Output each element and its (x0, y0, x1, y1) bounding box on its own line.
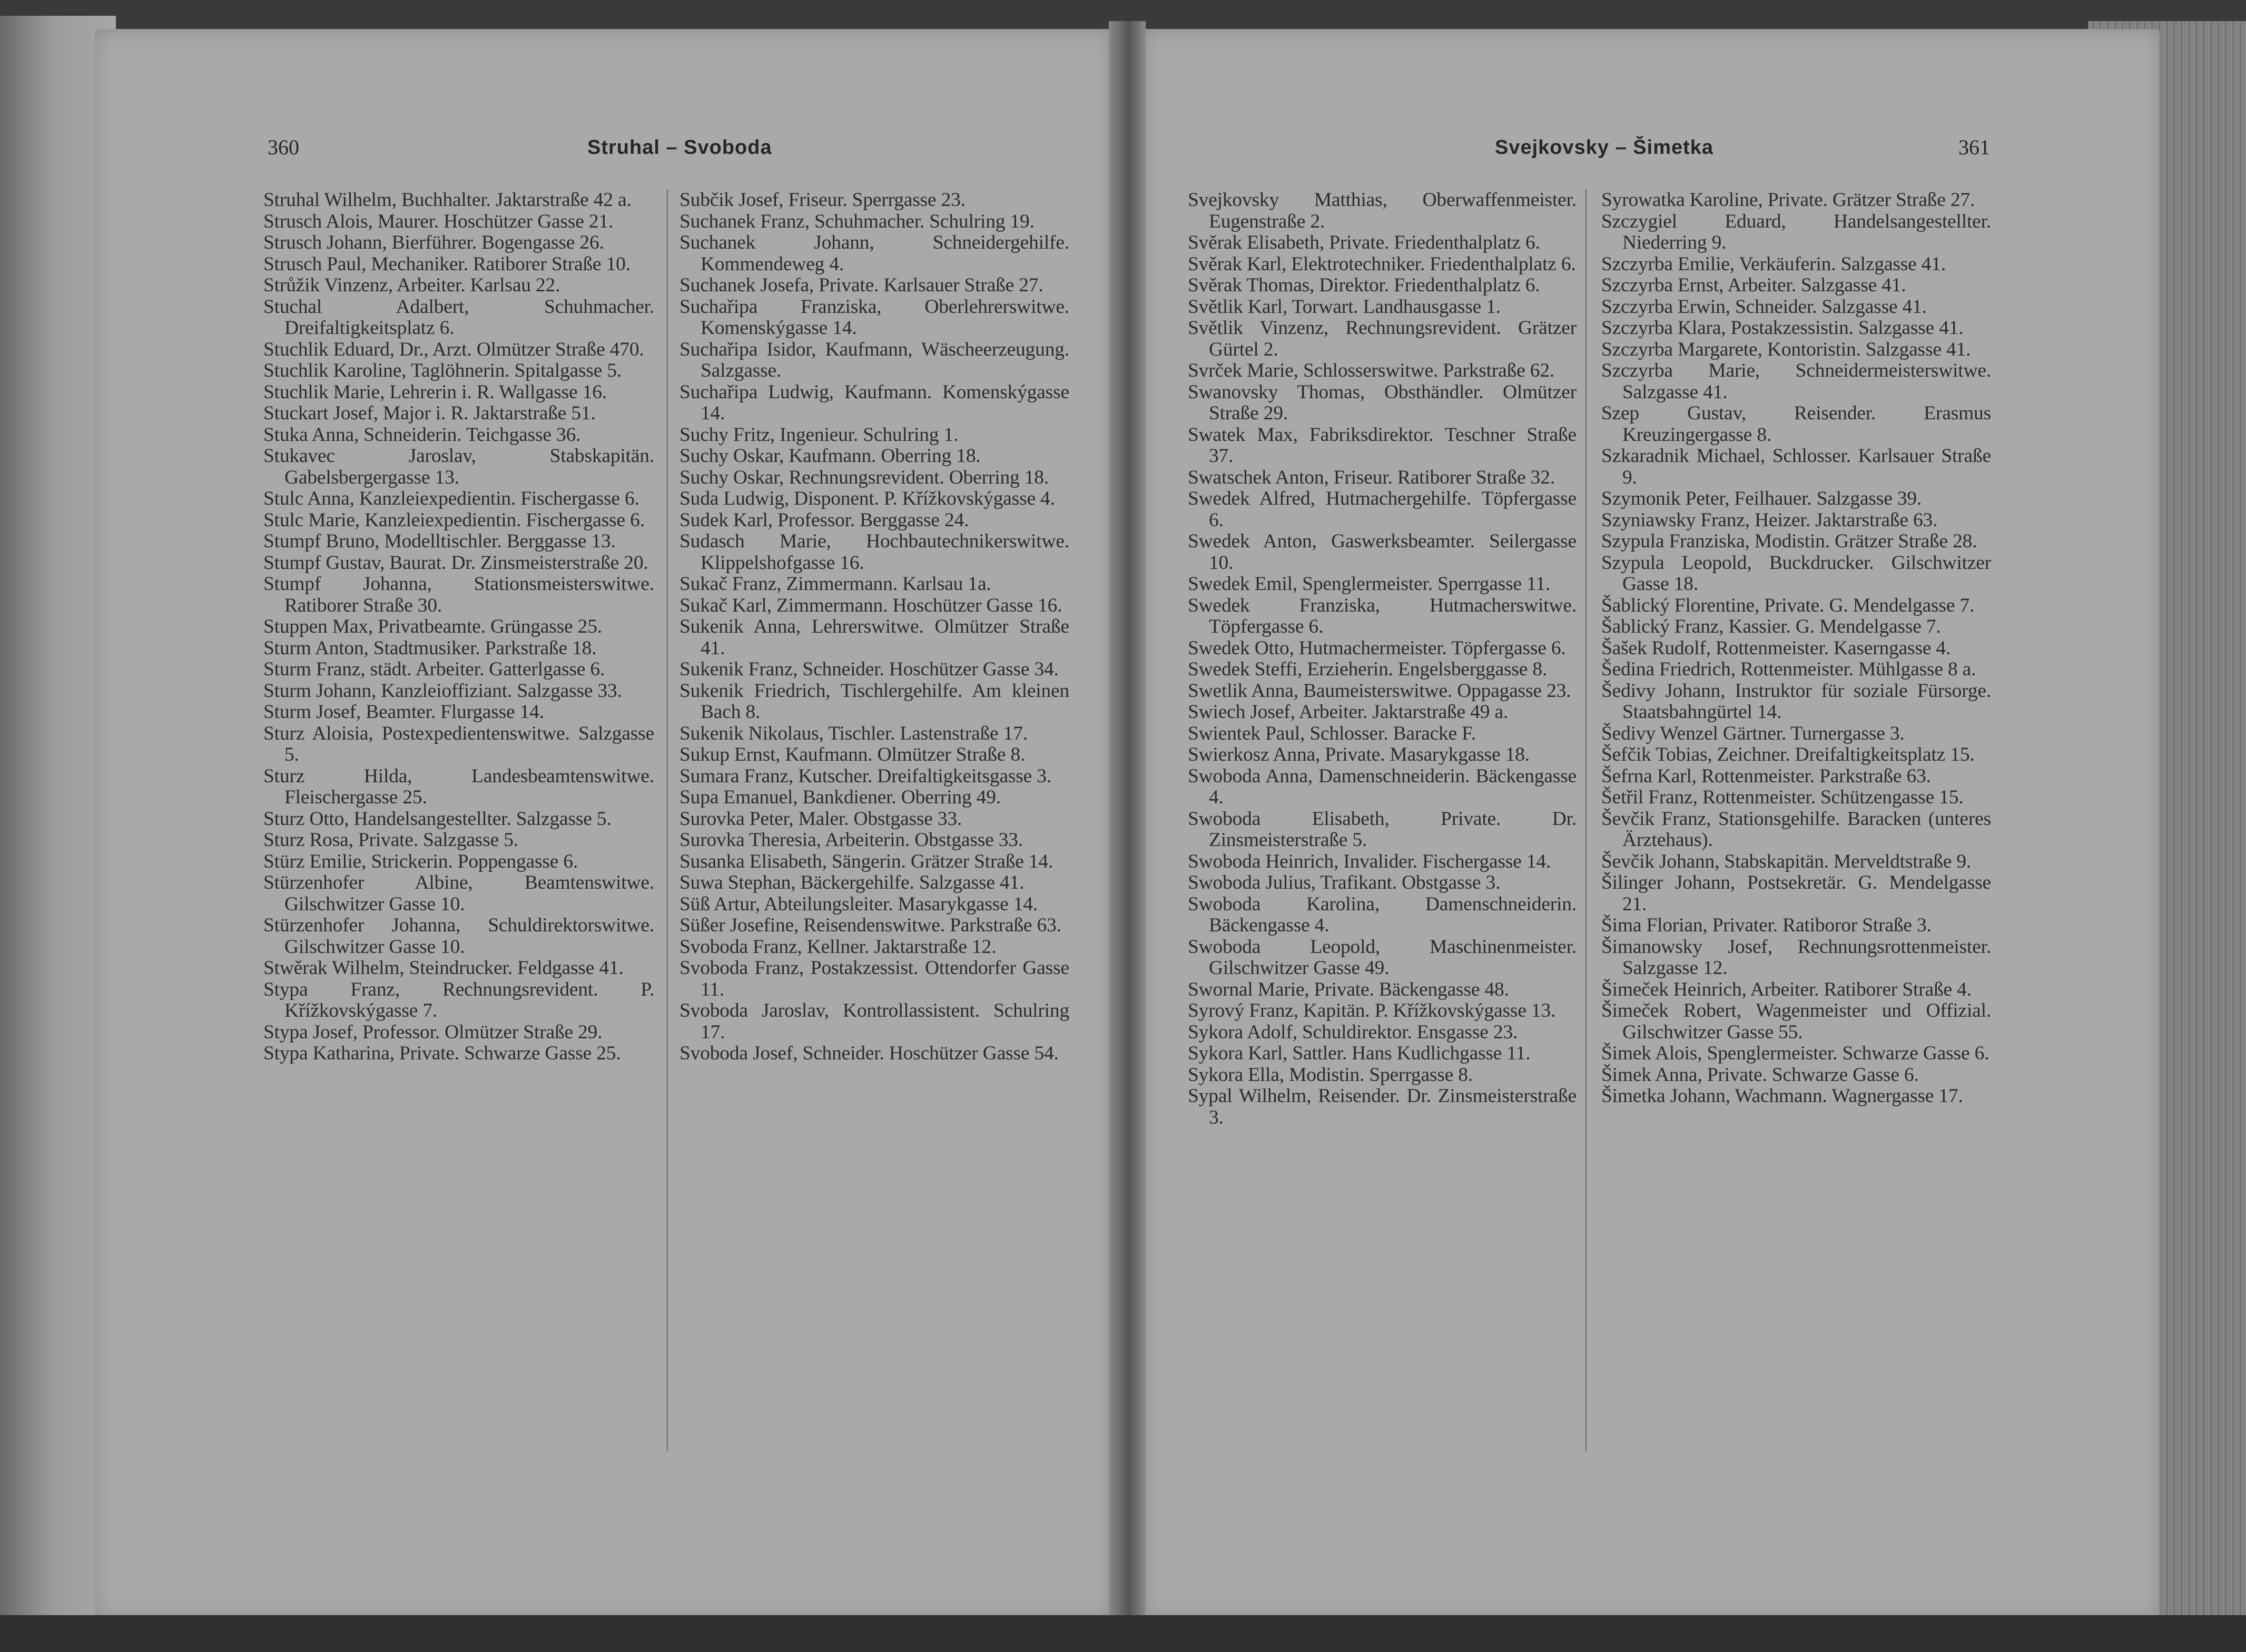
directory-entry: Struhal Wilhelm, Buchhalter. Jaktarstraße 42 a. (263, 189, 632, 211)
directory-entry: Syrový Franz, Kapitän. P. Křížkovskýgasse 13. (1188, 1000, 1556, 1021)
directory-entry: Stürzenhofer Albine, Beamtenswitwe. Gilschwitzer Gasse 10. (263, 872, 654, 915)
directory-entry: Szczygiel Eduard, Handelsangestellter. Niederring 9. (1601, 210, 1991, 253)
directory-entry: Süßer Josefine, Reisendenswitwe. Parkstraße 63. (679, 914, 1061, 936)
directory-entry: Swoboda Leopold, Maschinenmeister. Gilschwitzer Gasse 49. (1188, 936, 1577, 979)
left-page-column-2 (679, 190, 1069, 1065)
directory-entry: Sturm Josef, Beamter. Flurgasse 14. (263, 701, 544, 723)
directory-entry: Suchařipa Isidor, Kaufmann, Wäscheerzeugung. Salzgasse. (679, 338, 1069, 381)
directory-entry: Sturz Otto, Handelsangestellter. Salzgasse 5. (263, 808, 612, 830)
directory-entry: Strusch Johann, Bierführer. Bogengasse 26. (263, 232, 604, 253)
directory-entry: Stuchlik Karoline, Taglöhnerin. Spitalgasse 5. (263, 360, 622, 381)
directory-entry: Stuchlik Marie, Lehrerin i. R. Wallgasse 16. (263, 381, 607, 403)
directory-entry: Šetřil Franz, Rottenmeister. Schützengasse 15. (1601, 786, 1964, 808)
directory-entry: Sudek Karl, Professor. Berggasse 24. (679, 509, 969, 531)
directory-entry: Stuppen Max, Privatbeamte. Grüngasse 25. (263, 616, 602, 637)
directory-entry: Svěrak Elisabeth, Private. Friedenthalplatz 6. (1188, 232, 1540, 253)
directory-entry: Swedek Steffi, Erzieherin. Engelsberggasse 8. (1188, 658, 1548, 680)
left-running-header: Struhal – Svoboda (587, 136, 772, 159)
directory-entry: Stukavec Jaroslav, Stabskapitän. Gabelsbergergasse 13. (263, 445, 654, 488)
directory-entry: Šefčik Tobias, Zeichner. Dreifaltigkeitsplatz 15. (1601, 744, 1975, 765)
directory-entry: Ševčik Johann, Stabskapitän. Merveldtstraße 9. (1601, 850, 1972, 872)
directory-entry: Swedek Anton, Gaswerksbeamter. Seilergasse 10. (1188, 530, 1577, 574)
left-column-rule (667, 190, 668, 1451)
directory-entry: Stürz Emilie, Strickerin. Poppengasse 6. (263, 850, 578, 872)
directory-entry: Sturz Rosa, Private. Salzgasse 5. (263, 829, 518, 851)
directory-entry: Swetlik Anna, Baumeisterswitwe. Oppagasse 23. (1188, 680, 1571, 702)
directory-entry: Svrček Marie, Schlosserswitwe. Parkstraße 62. (1188, 360, 1555, 381)
directory-entry: Sukač Karl, Zimmermann. Hoschützer Gasse 16. (679, 594, 1062, 616)
directory-entry: Swatek Max, Fabriksdirektor. Teschner Straße 37. (1188, 424, 1577, 467)
directory-entry: Suchy Oskar, Kaufmann. Oberring 18. (679, 445, 981, 467)
directory-entry: Stumpf Gustav, Baurat. Dr. Zinsmeisterstraße 20. (263, 552, 648, 574)
directory-entry: Sykora Ella, Modistin. Sperrgasse 8. (1188, 1064, 1473, 1086)
directory-entry: Sypal Wilhelm, Reisender. Dr. Zinsmeisterstraße 3. (1188, 1085, 1577, 1128)
directory-entry: Swoboda Anna, Damenschneiderin. Bäckengasse 4. (1188, 765, 1577, 808)
right-page-column-1 (1188, 190, 1577, 1128)
directory-entry: Swedek Alfred, Hutmachergehilfe. Töpfergasse 6. (1188, 488, 1577, 531)
directory-entry: Szymonik Peter, Feilhauer. Salzgasse 39. (1601, 488, 1922, 509)
directory-entry: Sumara Franz, Kutscher. Dreifaltigkeitsgasse 3. (679, 765, 1052, 787)
directory-entry: Šimetka Johann, Wachmann. Wagnergasse 17. (1601, 1085, 1963, 1107)
directory-entry: Sukenik Friedrich, Tischlergehilfe. Am kleinen Bach 8. (679, 680, 1069, 723)
directory-entry: Stumpf Bruno, Modelltischler. Berggasse 13. (263, 530, 616, 552)
directory-entry: Stuckart Josef, Major i. R. Jaktarstraße 51. (263, 402, 596, 424)
directory-entry: Svoboda Josef, Schneider. Hoschützer Gasse 54. (679, 1043, 1059, 1064)
directory-entry: Suchanek Josefa, Private. Karlsauer Straße 27. (679, 274, 1043, 296)
directory-entry: Šimanowsky Josef, Rechnungsrottenmeister. Salzgasse 12. (1601, 936, 1991, 979)
directory-entry: Svejkovsky Matthias, Oberwaffenmeister. Eugenstraße 2. (1188, 189, 1577, 232)
directory-entry: Szkaradnik Michael, Schlosser. Karlsauer Straße 9. (1601, 445, 1991, 488)
directory-entry: Stypa Franz, Rechnungsrevident. P. Křížkovskýgasse 7. (263, 978, 654, 1021)
directory-entry: Swientek Paul, Schlosser. Baracke F. (1188, 722, 1476, 744)
directory-entry: Šilinger Johann, Postsekretär. G. Mendelgasse 21. (1601, 872, 1991, 915)
directory-entry: Stuka Anna, Schneiderin. Teichgasse 36. (263, 424, 581, 446)
directory-entry: Svěrak Thomas, Direktor. Friedenthalplatz 6. (1188, 274, 1540, 296)
directory-entry: Stypa Josef, Professor. Olmützer Straße 29. (263, 1021, 603, 1043)
directory-entry: Stuchlik Eduard, Dr., Arzt. Olmützer Straße 470. (263, 338, 644, 360)
directory-entry: Ševčik Franz, Stationsgehilfe. Baracken (unteres Ärztehaus). (1601, 808, 1991, 851)
directory-entry: Sukenik Anna, Lehrerswitwe. Olmützer Straße 41. (679, 616, 1069, 659)
directory-entry: Sturz Aloisia, Postexpedientenswitwe. Salzgasse 5. (263, 722, 654, 765)
directory-entry: Šefrna Karl, Rottenmeister. Parkstraße 63. (1601, 765, 1931, 787)
directory-entry: Szczyrba Margarete, Kontoristin. Salzgasse 41. (1601, 338, 1971, 360)
directory-entry: Szczyrba Erwin, Schneider. Salzgasse 41. (1601, 296, 1927, 318)
directory-entry: Svoboda Franz, Postakzessist. Ottendorfer Gasse 11. (679, 957, 1069, 1000)
right-page-number: 361 (1958, 135, 1990, 159)
directory-entry: Sukup Ernst, Kaufmann. Olmützer Straße 8. (679, 744, 1026, 765)
directory-entry: Sturm Franz, städt. Arbeiter. Gatterlgasse 6. (263, 658, 605, 680)
directory-entry: Subčik Josef, Friseur. Sperrgasse 23. (679, 189, 966, 211)
directory-entry: Suchy Oskar, Rechnungsrevident. Oberring 18. (679, 466, 1049, 488)
directory-entry: Šimek Alois, Spenglermeister. Schwarze Gasse 6. (1601, 1043, 1989, 1064)
directory-entry: Svoboda Franz, Kellner. Jaktarstraße 12. (679, 936, 997, 958)
directory-entry: Szczyrba Klara, Postakzessistin. Salzgasse 41. (1601, 317, 1964, 339)
directory-entry: Stypa Katharina, Private. Schwarze Gasse 25. (263, 1043, 621, 1064)
directory-entry: Susanka Elisabeth, Sängerin. Grätzer Straße 14. (679, 850, 1053, 872)
directory-entry: Strusch Paul, Mechaniker. Ratiborer Straße 10. (263, 253, 631, 275)
directory-entry: Svěrak Karl, Elektrotechniker. Friedenthalplatz 6. (1188, 253, 1576, 275)
directory-entry: Swoboda Elisabeth, Private. Dr. Zinsmeisterstraße 5. (1188, 808, 1577, 851)
directory-entry: Svoboda Jaroslav, Kontrollassistent. Schulring 17. (679, 1000, 1069, 1043)
book-gutter (1109, 21, 1146, 1633)
directory-entry: Sykora Karl, Sattler. Hans Kudlichgasse 11. (1188, 1043, 1531, 1064)
directory-entry: Strusch Alois, Maurer. Hoschützer Gasse 21. (263, 210, 614, 232)
scan-bottom-edge (0, 1615, 2246, 1652)
directory-entry: Šimeček Heinrich, Arbeiter. Ratiborer Straße 4. (1601, 978, 1972, 1000)
directory-entry: Swedek Emil, Spenglermeister. Sperrgasse 11. (1188, 573, 1550, 595)
directory-entry: Šablický Florentine, Private. G. Mendelgasse 7. (1601, 594, 1975, 616)
directory-entry: Stulc Anna, Kanzleiexpedientin. Fischergasse 6. (263, 488, 639, 509)
left-page-number: 360 (268, 135, 299, 159)
directory-entry: Světlik Vinzenz, Rechnungsrevident. Grätzer Gürtel 2. (1188, 317, 1577, 360)
directory-entry: Suda Ludwig, Disponent. P. Křížkovskýgasse 4. (679, 488, 1055, 509)
directory-entry: Swedek Otto, Hutmachermeister. Töpfergasse 6. (1188, 637, 1566, 659)
directory-entry: Sturm Johann, Kanzleioffiziant. Salzgasse 33. (263, 680, 622, 702)
directory-entry: Sturm Anton, Stadtmusiker. Parkstraße 18. (263, 637, 597, 659)
directory-entry: Swierkosz Anna, Private. Masarykgasse 18. (1188, 744, 1530, 765)
left-page-column-1 (263, 190, 654, 1065)
directory-entry: Stürzenhofer Johanna, Schuldirektorswitwe. Gilschwitzer Gasse 10. (263, 914, 654, 958)
directory-entry: Stwěrak Wilhelm, Steindrucker. Feldgasse 41. (263, 957, 624, 979)
directory-entry: Swedek Franziska, Hutmacherswitwe. Töpfergasse 6. (1188, 594, 1577, 637)
directory-entry: Šedina Friedrich, Rottenmeister. Mühlgasse 8 a. (1601, 658, 1976, 680)
directory-entry: Szypula Franziska, Modistin. Grätzer Straße 28. (1601, 530, 1977, 552)
directory-entry: Swoboda Karolina, Damenschneiderin. Bäckengasse 4. (1188, 893, 1577, 936)
right-column-rule (1585, 190, 1587, 1451)
directory-entry: Sudasch Marie, Hochbautechnikerswitwe. Klippelshofgasse 16. (679, 530, 1069, 574)
directory-entry: Sturz Hilda, Landesbeamtenswitwe. Fleischergasse 25. (263, 765, 654, 808)
directory-entry: Suchanek Franz, Schuhmacher. Schulring 19. (679, 210, 1035, 232)
directory-entry: Suchařipa Ludwig, Kaufmann. Komenskýgasse 14. (679, 381, 1069, 424)
directory-entry: Sukenik Franz, Schneider. Hoschützer Gasse 34. (679, 658, 1059, 680)
directory-entry: Syrowatka Karoline, Private. Grätzer Straße 27. (1601, 189, 1975, 211)
directory-entry: Swatschek Anton, Friseur. Ratiborer Straße 32. (1188, 466, 1555, 488)
directory-entry: Surovka Peter, Maler. Obstgasse 33. (679, 808, 962, 830)
directory-entry: Szypula Leopold, Buckdrucker. Gilschwitzer Gasse 18. (1601, 552, 1991, 595)
directory-entry: Suchy Fritz, Ingenieur. Schulring 1. (679, 424, 959, 446)
directory-entry: Strůžik Vinzenz, Arbeiter. Karlsau 22. (263, 274, 560, 296)
directory-entry: Sukač Franz, Zimmermann. Karlsau 1a. (679, 573, 991, 595)
directory-entry: Szyniawsky Franz, Heizer. Jaktarstraße 63. (1601, 509, 1938, 531)
directory-entry: Szczyrba Emilie, Verkäuferin. Salzgasse 41. (1601, 253, 1946, 275)
directory-entry: Stulc Marie, Kanzleiexpedientin. Fischergasse 6. (263, 509, 645, 531)
directory-entry: Swoboda Julius, Trafikant. Obstgasse 3. (1188, 872, 1501, 893)
directory-entry: Sykora Adolf, Schuldirektor. Ensgasse 23. (1188, 1021, 1518, 1043)
directory-entry: Swiech Josef, Arbeiter. Jaktarstraße 49 a. (1188, 701, 1509, 723)
directory-entry: Šedivy Wenzel Gärtner. Turnergasse 3. (1601, 722, 1905, 744)
directory-entry: Swanovsky Thomas, Obsthändler. Olmützer Straße 29. (1188, 381, 1577, 424)
directory-entry: Šablický Franz, Kassier. G. Mendelgasse 7. (1601, 616, 1941, 637)
directory-entry: Suwa Stephan, Bäckergehilfe. Salzgasse 41. (679, 872, 1025, 893)
right-page-column-2 (1601, 190, 1991, 1107)
directory-entry: Sukenik Nikolaus, Tischler. Lastenstraße 17. (679, 722, 1028, 744)
directory-entry: Stumpf Johanna, Stationsmeisterswitwe. Ratiborer Straße 30. (263, 573, 654, 616)
directory-entry: Světlik Karl, Torwart. Landhausgasse 1. (1188, 296, 1501, 318)
directory-entry: Swoboda Heinrich, Invalider. Fischergasse 14. (1188, 850, 1551, 872)
directory-entry: Süß Artur, Abteilungsleiter. Masarykgasse 14. (679, 893, 1038, 915)
directory-entry: Šima Florian, Privater. Ratiboror Straße 3. (1601, 914, 1932, 936)
directory-entry: Šedivy Johann, Instruktor für soziale Fürsorge. Staatsbahngürtel 14. (1601, 680, 1991, 723)
directory-entry: Szep Gustav, Reisender. Erasmus Kreuzingergasse 8. (1601, 402, 1991, 446)
directory-entry: Swornal Marie, Private. Bäckengasse 48. (1188, 978, 1509, 1000)
directory-entry: Szczyrba Marie, Schneidermeisterswitwe. Salzgasse 41. (1601, 360, 1991, 403)
directory-entry: Šašek Rudolf, Rottenmeister. Kaserngasse 4. (1601, 637, 1951, 659)
directory-entry: Suchařipa Franziska, Oberlehrerswitwe. Komenskýgasse 14. (679, 296, 1069, 339)
directory-entry: Suchanek Johann, Schneidergehilfe. Kommendeweg 4. (679, 232, 1069, 275)
directory-entry: Šimeček Robert, Wagenmeister und Offizial. Gilschwitzer Gasse 55. (1601, 1000, 1991, 1043)
right-running-header: Svejkovsky – Šimetka (1495, 136, 1714, 159)
directory-entry: Szczyrba Ernst, Arbeiter. Salzgasse 41. (1601, 274, 1906, 296)
directory-entry: Supa Emanuel, Bankdiener. Oberring 49. (679, 786, 1001, 808)
directory-entry: Šimek Anna, Private. Schwarze Gasse 6. (1601, 1064, 1919, 1086)
directory-entry: Stuchal Adalbert, Schuhmacher. Dreifaltigkeitsplatz 6. (263, 296, 654, 339)
directory-entry: Surovka Theresia, Arbeiterin. Obstgasse 33. (679, 829, 1023, 851)
